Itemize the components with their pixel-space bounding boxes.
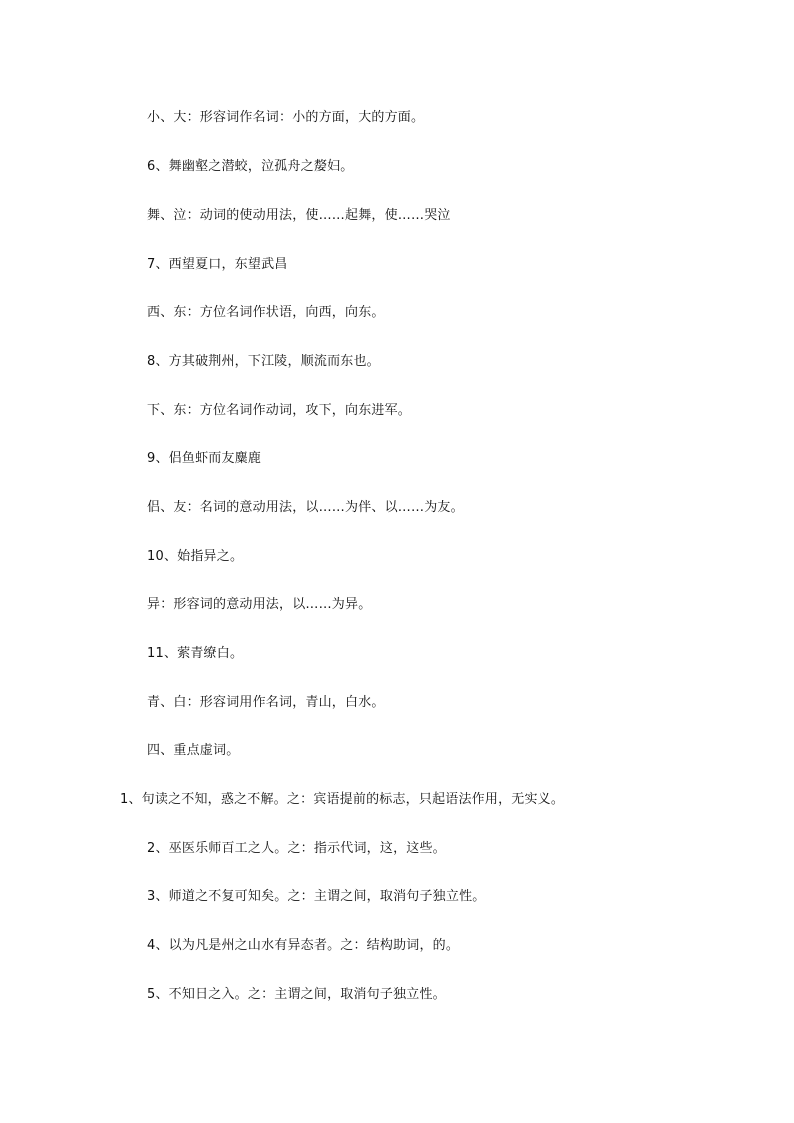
text-line: 3、师道之不复可知矣。之：主谓之间，取消句子独立性。 xyxy=(147,889,486,904)
text-line: 舞、泣：动词的使动用法，使……起舞，使……哭泣 xyxy=(147,208,451,223)
text-line: 10、始指异之。 xyxy=(147,549,244,564)
text-line: 9、侣鱼虾而友麋鹿 xyxy=(147,451,262,466)
text-line: 小、大：形容词作名词：小的方面，大的方面。 xyxy=(147,110,425,125)
text-line: 1、句读之不知，惑之不解。之：宾语提前的标志，只起语法作用，无实义。 xyxy=(120,792,565,807)
text-line: 8、方其破荆州，下江陵，顺流而东也。 xyxy=(147,354,380,369)
text-line: 7、西望夏口，东望武昌 xyxy=(147,257,288,272)
text-line: 5、不知日之入。之：主谓之间，取消句子独立性。 xyxy=(147,987,446,1002)
text-line: 侣、友：名词的意动用法，以……为伴、以……为友。 xyxy=(147,500,464,515)
section-heading: 四、重点虚词。 xyxy=(147,743,240,758)
text-line: 青、白：形容词用作名词，青山，白水。 xyxy=(147,695,385,710)
text-line: 4、以为凡是州之山水有异态者。之：结构助词，的。 xyxy=(147,938,460,953)
text-line: 异：形容词的意动用法，以……为异。 xyxy=(147,597,372,612)
text-line: 11、萦青缭白。 xyxy=(147,646,244,661)
text-line: 下、东：方位名词作动词，攻下，向东进军。 xyxy=(147,403,412,418)
text-line: 6、舞幽壑之潜蛟，泣孤舟之嫠妇。 xyxy=(147,159,354,174)
text-line: 2、巫医乐师百工之人。之：指示代词，这，这些。 xyxy=(147,841,446,856)
text-line: 西、东：方位名词作状语，向西，向东。 xyxy=(147,305,385,320)
